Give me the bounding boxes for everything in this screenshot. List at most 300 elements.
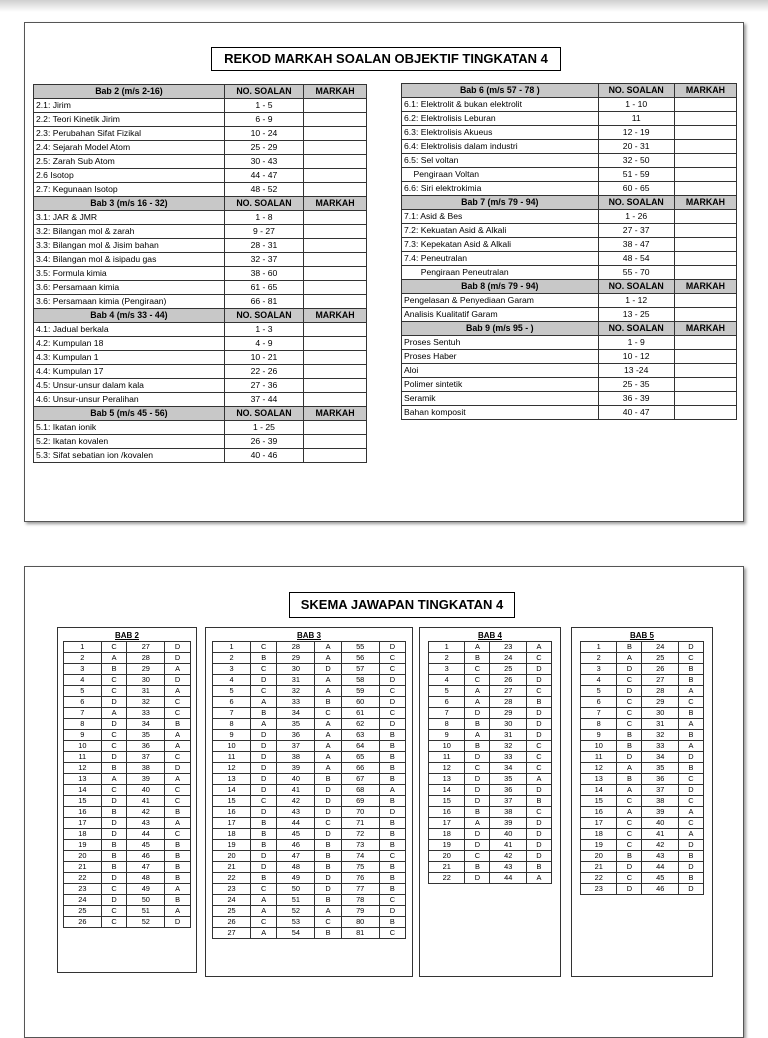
- answer-letter-cell: A: [101, 653, 127, 664]
- question-number-cell: 47: [277, 851, 315, 862]
- answer-row: [429, 642, 552, 653]
- question-number-cell: 4: [429, 675, 465, 686]
- question-number-cell: 21: [581, 862, 617, 873]
- mark-cell: [674, 238, 736, 252]
- topic-cell: Bahan komposit: [402, 406, 599, 420]
- mark-cell: MARKAH: [674, 280, 736, 294]
- question-number-cell: 56: [341, 653, 379, 664]
- answer-page: [24, 566, 744, 1038]
- answer-row: [213, 675, 406, 686]
- question-number-cell: 16: [429, 807, 465, 818]
- question-range-cell: 1 - 9: [598, 336, 674, 350]
- answer-row: [581, 829, 704, 840]
- question-number-cell: 33: [642, 741, 678, 752]
- question-number-cell: 9: [429, 730, 465, 741]
- topic-row: [402, 126, 737, 140]
- answer-letter-cell: D: [465, 752, 490, 763]
- question-number-cell: 26: [64, 917, 102, 928]
- topic-row: [34, 435, 367, 449]
- question-number-cell: 15: [581, 796, 617, 807]
- question-number-cell: 8: [213, 719, 251, 730]
- answer-letter-cell: C: [617, 708, 642, 719]
- topic-row: [34, 113, 367, 127]
- answer-row: [213, 697, 406, 708]
- answer-letter-cell: A: [165, 906, 191, 917]
- question-range-cell: 20 - 31: [598, 140, 674, 154]
- answer-row: [213, 763, 406, 774]
- answer-letter-cell: B: [101, 840, 127, 851]
- answer-letter-cell: D: [251, 675, 277, 686]
- answer-letter-cell: B: [678, 851, 703, 862]
- question-range-cell: 27 - 36: [224, 379, 303, 393]
- question-number-cell: 12: [581, 763, 617, 774]
- answer-letter-cell: B: [379, 796, 405, 807]
- answer-letter-cell: A: [315, 730, 341, 741]
- question-number-cell: 38: [127, 763, 165, 774]
- answer-letter-cell: A: [251, 697, 277, 708]
- answer-letter-cell: C: [165, 829, 191, 840]
- answer-letter-cell: C: [678, 818, 703, 829]
- mark-cell: [674, 406, 736, 420]
- answer-letter-cell: C: [526, 653, 551, 664]
- answer-letter-cell: D: [251, 774, 277, 785]
- question-number-cell: 67: [341, 774, 379, 785]
- question-number-cell: 2: [429, 653, 465, 664]
- topic-cell: 7.4: Peneutralan: [402, 252, 599, 266]
- answer-row: [429, 840, 552, 851]
- answer-row: [429, 829, 552, 840]
- topic-row: [402, 140, 737, 154]
- question-number-cell: 8: [64, 719, 102, 730]
- answer-row: [64, 884, 191, 895]
- question-number-cell: 14: [429, 785, 465, 796]
- answer-letter-cell: A: [465, 818, 490, 829]
- question-number-cell: 18: [213, 829, 251, 840]
- question-number-cell: 38: [642, 796, 678, 807]
- answer-letter-cell: B: [251, 829, 277, 840]
- answer-letter-cell: D: [251, 741, 277, 752]
- answer-letter-cell: D: [617, 752, 642, 763]
- answer-letter-cell: B: [678, 708, 703, 719]
- topic-row: [402, 294, 737, 308]
- answer-letter-cell: C: [526, 686, 551, 697]
- mark-cell: [674, 364, 736, 378]
- question-number-cell: 23: [64, 884, 102, 895]
- answer-letter-cell: D: [379, 906, 405, 917]
- answer-letter-cell: D: [526, 708, 551, 719]
- mark-cell: MARKAH: [304, 309, 367, 323]
- topic-row: [402, 350, 737, 364]
- answer-row: [213, 807, 406, 818]
- answer-row: [213, 884, 406, 895]
- answer-letter-cell: D: [379, 719, 405, 730]
- question-number-cell: 23: [490, 642, 526, 653]
- answer-letter-cell: C: [617, 873, 642, 884]
- question-number-cell: 80: [341, 917, 379, 928]
- question-number-cell: 40: [277, 774, 315, 785]
- question-number-cell: 66: [341, 763, 379, 774]
- topic-cell: 3.6: Persamaan kimia (Pengiraan): [34, 295, 225, 309]
- answer-row: [429, 675, 552, 686]
- question-number-cell: 3: [213, 664, 251, 675]
- question-number-cell: 13: [213, 774, 251, 785]
- answer-letter-cell: C: [101, 884, 127, 895]
- mark-cell: [304, 323, 367, 337]
- answer-row: [64, 763, 191, 774]
- answer-letter-cell: D: [101, 796, 127, 807]
- question-number-cell: 41: [490, 840, 526, 851]
- answer-letter-cell: C: [617, 829, 642, 840]
- answer-letter-cell: D: [101, 829, 127, 840]
- mark-cell: [304, 295, 367, 309]
- question-number-cell: 30: [277, 664, 315, 675]
- answer-letter-cell: B: [465, 807, 490, 818]
- answer-letter-cell: A: [678, 719, 703, 730]
- mark-cell: [674, 140, 736, 154]
- mark-cell: [304, 365, 367, 379]
- question-number-cell: 35: [127, 730, 165, 741]
- answer-row: [429, 697, 552, 708]
- question-number-cell: 43: [642, 851, 678, 862]
- question-range-cell: 40 - 47: [598, 406, 674, 420]
- question-number-cell: 51: [127, 906, 165, 917]
- topic-row: [34, 351, 367, 365]
- answer-letter-cell: A: [165, 686, 191, 697]
- answer-letter-cell: A: [678, 741, 703, 752]
- section-header-row: [34, 309, 367, 323]
- question-number-cell: 42: [642, 840, 678, 851]
- question-number-cell: 33: [490, 752, 526, 763]
- question-number-cell: 45: [277, 829, 315, 840]
- question-number-cell: 14: [581, 785, 617, 796]
- answer-letter-cell: D: [678, 862, 703, 873]
- bab5-answer-box: [571, 627, 713, 977]
- mark-cell: [674, 350, 736, 364]
- question-number-cell: 1: [64, 642, 102, 653]
- answer-letter-cell: B: [379, 873, 405, 884]
- question-number-cell: 71: [341, 818, 379, 829]
- answer-row: [429, 719, 552, 730]
- topic-cell: 5.1: Ikatan ionik: [34, 421, 225, 435]
- answer-letter-cell: A: [678, 829, 703, 840]
- bab3-answer-table: [212, 641, 406, 939]
- question-number-cell: 3: [429, 664, 465, 675]
- question-number-cell: 45: [642, 873, 678, 884]
- question-number-cell: 14: [64, 785, 102, 796]
- answer-letter-cell: A: [165, 818, 191, 829]
- question-range-cell: 61 - 65: [224, 281, 303, 295]
- mark-cell: [304, 435, 367, 449]
- question-range-cell: 1 - 26: [598, 210, 674, 224]
- bab2-answer-box: [57, 627, 197, 973]
- question-range-cell: 48 - 54: [598, 252, 674, 266]
- topic-cell: 2.3: Perubahan Sifat Fizikal: [34, 127, 225, 141]
- section-header-row: [402, 280, 737, 294]
- answer-letter-cell: C: [101, 917, 127, 928]
- question-number-cell: 20: [64, 851, 102, 862]
- question-number-cell: 50: [277, 884, 315, 895]
- topic-cell: Bab 4 (m/s 33 - 44): [34, 309, 225, 323]
- record-table-left: [33, 84, 367, 463]
- answer-row: [429, 785, 552, 796]
- answer-letter-cell: A: [526, 774, 551, 785]
- question-range-cell: 38 - 60: [224, 267, 303, 281]
- question-number-cell: 44: [642, 862, 678, 873]
- answer-letter-cell: A: [251, 928, 277, 939]
- answer-letter-cell: C: [251, 917, 277, 928]
- question-number-cell: 42: [127, 807, 165, 818]
- question-number-cell: 2: [64, 653, 102, 664]
- answer-row: [429, 851, 552, 862]
- topic-row: [402, 266, 737, 280]
- question-number-cell: 28: [127, 653, 165, 664]
- question-number-cell: 13: [429, 774, 465, 785]
- answer-row: [429, 741, 552, 752]
- question-number-cell: 25: [64, 906, 102, 917]
- question-number-cell: 16: [64, 807, 102, 818]
- topic-row: [402, 406, 737, 420]
- topic-cell: 6.3: Elektrolisis Akueus: [402, 126, 599, 140]
- topic-cell: Bab 9 (m/s 95 - ): [402, 322, 599, 336]
- question-number-cell: 64: [341, 741, 379, 752]
- question-number-cell: 19: [429, 840, 465, 851]
- answer-letter-cell: D: [465, 873, 490, 884]
- question-number-cell: 39: [277, 763, 315, 774]
- answer-letter-cell: B: [315, 928, 341, 939]
- topic-row: [34, 449, 367, 463]
- question-number-cell: 30: [127, 675, 165, 686]
- answer-letter-cell: D: [165, 653, 191, 664]
- mark-cell: [304, 99, 367, 113]
- answer-letter-cell: B: [379, 917, 405, 928]
- question-number-cell: 25: [490, 664, 526, 675]
- answer-letter-cell: B: [678, 664, 703, 675]
- answer-letter-cell: D: [251, 785, 277, 796]
- question-number-cell: 29: [642, 697, 678, 708]
- question-range-cell: 51 - 59: [598, 168, 674, 182]
- mark-cell: [674, 224, 736, 238]
- answer-letter-cell: D: [315, 884, 341, 895]
- answer-letter-cell: D: [465, 785, 490, 796]
- question-number-cell: 68: [341, 785, 379, 796]
- question-range-cell: 13 - 25: [598, 308, 674, 322]
- answer-letter-cell: B: [617, 642, 642, 653]
- answer-row: [429, 708, 552, 719]
- question-range-cell: 13 -24: [598, 364, 674, 378]
- question-number-cell: 46: [642, 884, 678, 895]
- topic-cell: 7.3: Kepekatan Asid & Alkali: [402, 238, 599, 252]
- topic-cell: 6.5: Sel voltan: [402, 154, 599, 168]
- question-number-cell: 40: [642, 818, 678, 829]
- question-range-cell: 1 - 5: [224, 99, 303, 113]
- answer-letter-cell: B: [101, 862, 127, 873]
- topic-row: [402, 210, 737, 224]
- question-range-cell: 30 - 43: [224, 155, 303, 169]
- answer-row: [64, 664, 191, 675]
- question-number-cell: 11: [64, 752, 102, 763]
- bab2-answer-table: [63, 641, 191, 928]
- answer-letter-cell: B: [678, 763, 703, 774]
- question-number-cell: 39: [642, 807, 678, 818]
- answer-letter-cell: C: [465, 664, 490, 675]
- section-header-row: [34, 85, 367, 99]
- question-number-cell: 16: [581, 807, 617, 818]
- topic-row: [402, 98, 737, 112]
- answer-row: [581, 774, 704, 785]
- answer-letter-cell: D: [678, 785, 703, 796]
- question-number-cell: 46: [277, 840, 315, 851]
- answer-letter-cell: D: [101, 719, 127, 730]
- answer-row: [64, 906, 191, 917]
- answer-letter-cell: C: [165, 785, 191, 796]
- question-number-cell: 75: [341, 862, 379, 873]
- question-number-cell: 31: [127, 686, 165, 697]
- question-number-cell: 18: [581, 829, 617, 840]
- question-number-cell: 35: [277, 719, 315, 730]
- mark-cell: [674, 294, 736, 308]
- section-header-row: [34, 407, 367, 421]
- question-number-cell: 24: [213, 895, 251, 906]
- answer-letter-cell: D: [617, 884, 642, 895]
- question-number-cell: 23: [213, 884, 251, 895]
- topic-cell: 4.6: Unsur-unsur Peralihan: [34, 393, 225, 407]
- question-number-cell: 18: [64, 829, 102, 840]
- mark-cell: MARKAH: [674, 84, 736, 98]
- question-number-cell: 31: [490, 730, 526, 741]
- answer-letter-cell: D: [526, 851, 551, 862]
- question-number-cell: 43: [127, 818, 165, 829]
- section-header-row: [402, 196, 737, 210]
- topic-cell: Pengiraan Voltan: [402, 168, 599, 182]
- answer-letter-cell: B: [678, 730, 703, 741]
- question-number-cell: 10: [64, 741, 102, 752]
- question-number-cell: 4: [64, 675, 102, 686]
- answer-row: [581, 763, 704, 774]
- answer-letter-cell: D: [526, 719, 551, 730]
- answer-row: [581, 752, 704, 763]
- topic-row: [402, 154, 737, 168]
- question-number-cell: 8: [581, 719, 617, 730]
- question-number-cell: 4: [581, 675, 617, 686]
- question-number-cell: 16: [213, 807, 251, 818]
- topic-row: [402, 378, 737, 392]
- question-number-cell: 10: [213, 741, 251, 752]
- answer-row: [581, 818, 704, 829]
- answer-letter-cell: C: [251, 884, 277, 895]
- question-number-cell: 14: [213, 785, 251, 796]
- question-number-cell: 23: [581, 884, 617, 895]
- answer-letter-cell: D: [526, 818, 551, 829]
- answer-row: [64, 774, 191, 785]
- topic-row: [34, 127, 367, 141]
- question-number-cell: 40: [490, 829, 526, 840]
- question-number-cell: 12: [64, 763, 102, 774]
- answer-row: [213, 752, 406, 763]
- topic-row: [402, 238, 737, 252]
- answer-letter-cell: C: [251, 686, 277, 697]
- answer-row: [213, 895, 406, 906]
- topic-row: [402, 168, 737, 182]
- answer-letter-cell: C: [678, 653, 703, 664]
- answer-row: [64, 862, 191, 873]
- answer-row: [581, 862, 704, 873]
- mark-cell: MARKAH: [674, 196, 736, 210]
- answer-row: [213, 785, 406, 796]
- question-number-cell: 6: [429, 697, 465, 708]
- answer-row: [213, 928, 406, 939]
- mark-cell: MARKAH: [674, 322, 736, 336]
- topic-cell: 3.5: Formula kimia: [34, 267, 225, 281]
- mark-cell: [304, 239, 367, 253]
- answer-letter-cell: A: [251, 895, 277, 906]
- section-header-row: [402, 322, 737, 336]
- topic-cell: 4.5: Unsur-unsur dalam kala: [34, 379, 225, 393]
- answer-row: [64, 873, 191, 884]
- answer-row: [213, 862, 406, 873]
- answer-row: [429, 653, 552, 664]
- answer-letter-cell: C: [617, 796, 642, 807]
- answer-row: [213, 818, 406, 829]
- answer-row: [64, 752, 191, 763]
- answer-row: [429, 807, 552, 818]
- answer-row: [581, 664, 704, 675]
- question-number-cell: 43: [277, 807, 315, 818]
- topic-cell: 4.4: Kumpulan 17: [34, 365, 225, 379]
- topic-cell: Pengiraan Peneutralan: [402, 266, 599, 280]
- question-number-cell: 20: [429, 851, 465, 862]
- question-number-cell: 15: [429, 796, 465, 807]
- question-number-cell: 52: [277, 906, 315, 917]
- answer-row: [64, 917, 191, 928]
- question-number-cell: 6: [64, 697, 102, 708]
- question-number-cell: 31: [277, 675, 315, 686]
- question-number-cell: 58: [341, 675, 379, 686]
- answer-row: [581, 884, 704, 895]
- answer-row: [64, 785, 191, 796]
- answer-letter-cell: D: [101, 895, 127, 906]
- mark-cell: [674, 252, 736, 266]
- answer-row: [581, 653, 704, 664]
- answer-letter-cell: C: [315, 818, 341, 829]
- question-number-cell: 42: [277, 796, 315, 807]
- answer-letter-cell: C: [379, 708, 405, 719]
- answer-letter-cell: A: [251, 906, 277, 917]
- question-number-cell: 11: [429, 752, 465, 763]
- bab2-label: BAB 2: [114, 631, 139, 640]
- answer-row: [429, 752, 552, 763]
- answer-letter-cell: D: [678, 642, 703, 653]
- topic-row: [402, 224, 737, 238]
- question-number-cell: 37: [490, 796, 526, 807]
- answer-letter-cell: D: [315, 664, 341, 675]
- answer-row: [213, 829, 406, 840]
- mark-cell: MARKAH: [304, 407, 367, 421]
- question-number-cell: 2: [581, 653, 617, 664]
- question-number-cell: 21: [429, 862, 465, 873]
- bab3-answer-box: [205, 627, 413, 977]
- answer-letter-cell: D: [465, 708, 490, 719]
- answer-letter-cell: D: [465, 840, 490, 851]
- answer-row: [64, 829, 191, 840]
- answer-letter-cell: C: [101, 686, 127, 697]
- answer-letter-cell: A: [617, 653, 642, 664]
- topic-cell: 2.2: Teori Kinetik Jirim: [34, 113, 225, 127]
- answer-letter-cell: D: [165, 642, 191, 653]
- topic-cell: 3.2: Bilangan mol & zarah: [34, 225, 225, 239]
- question-number-cell: 76: [341, 873, 379, 884]
- record-table-right: [401, 83, 737, 420]
- answer-letter-cell: D: [101, 873, 127, 884]
